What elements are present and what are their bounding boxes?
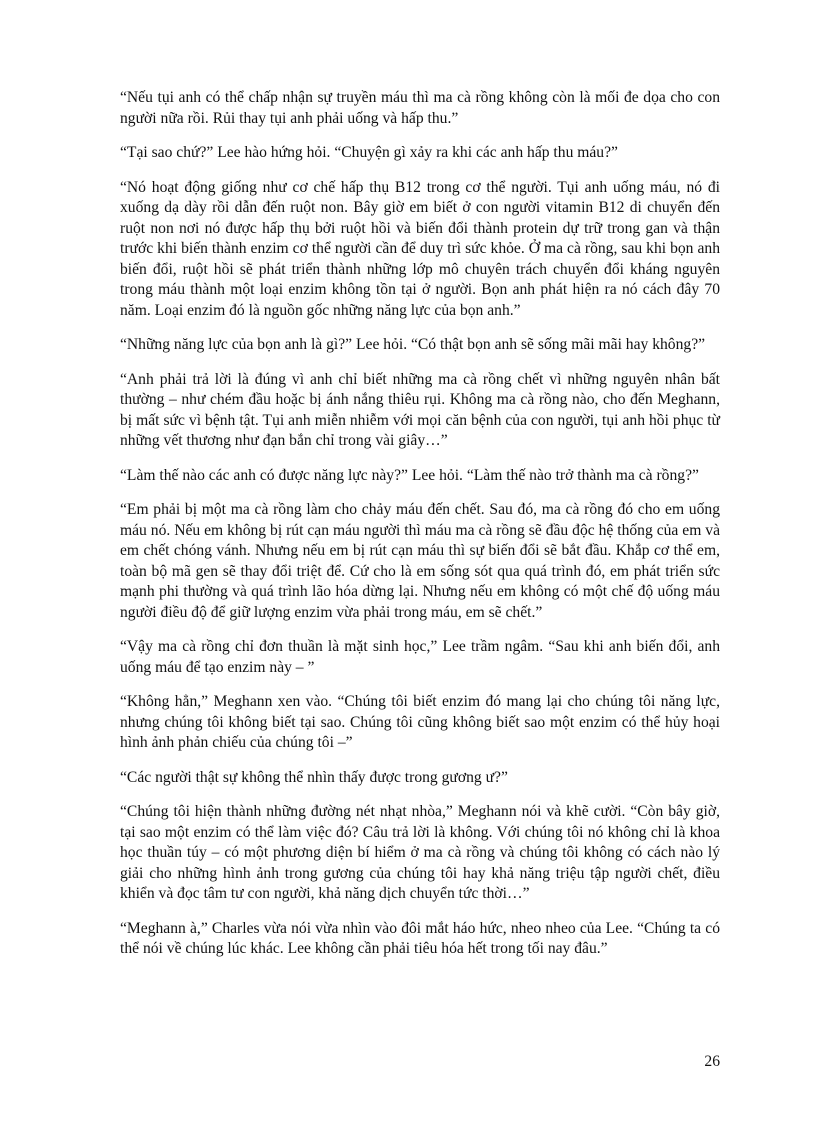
paragraph: “Anh phải trả lời là đúng vì anh chỉ biết những ma cà rồng chết vì những nguyên nhân bất thường – như chém đầu hoặc bị ánh nắng thiêu rụi. Không ma cà rồng nào, cho đến Meghann, bị mất sức vì bệnh tật. Tụi anh miễn nhiễm với mọi căn bệnh của con người, tụi anh hồi phục từ những vết thương như đạn bắn chỉ trong vài giây…” xyxy=(120,370,720,449)
paragraph: “Những năng lực của bọn anh là gì?” Lee hỏi. “Có thật bọn anh sẽ sống mãi mãi hay không?” xyxy=(120,336,706,353)
page-number: 26 xyxy=(704,1053,720,1070)
paragraph: “Nó hoạt động giống như cơ chế hấp thụ B12 trong cơ thể người. Tụi anh uống máu, nó đi xuống dạ dày rồi dẫn đến ruột non. Bây giờ em biết ở con người vitamin B12 di chuyển đến ruột non nơi nó được hấp thụ bởi ruột hồi và biến đổi thành protein dự trữ trong gan và thận trước khi biến thành enzim cơ thể người cần để duy trì sức khỏe. Ở ma cà rồng, sau khi bọn anh biến đổi, ruột hồi sẽ phát triển thành những lớp mô chuyên trách chuyển đổi kháng nguyên trong máu thành một loại enzim không tồn tại ở người. Bọn anh phát hiện ra nó cách đây 70 năm. Loại enzim đó là nguồn gốc những năng lực của bọn anh.” xyxy=(120,178,720,319)
paragraph: “Meghann à,” Charles vừa nói vừa nhìn vào đôi mắt háo hức, nheo nheo của Lee. “Chúng ta có thể nói về chúng lúc khác. Lee không cần phải tiêu hóa hết trong tối nay đâu.” xyxy=(120,919,720,957)
paragraph: “Không hẳn,” Meghann xen vào. “Chúng tôi biết enzim đó mang lại cho chúng tôi năng lực, nhưng chúng tôi không biết tại sao. Chúng tôi cũng không biết sao một enzim có thể hủy hoại hình ảnh phản chiếu của chúng tôi –” xyxy=(120,693,720,751)
paragraph: “Em phải bị một ma cà rồng làm cho chảy máu đến chết. Sau đó, ma cà rồng đó cho em uống máu nó. Nếu em không bị rút cạn máu người thì máu ma cà rồng sẽ đầu độc hệ thống của em và em chết chóng vánh. Nhưng nếu em bị rút cạn máu thì sự biến đổi sẽ bắt đầu. Khắp cơ thể em, toàn bộ mã gen sẽ thay đổi triệt để. Cứ cho là em sống sót qua quá trình đó, em phát triển sức mạnh phi thường và quá trình lão hóa dừng lại. Nhưng nếu em không có một chế độ uống máu người điều độ để giữ lượng enzim vừa phải trong máu, em sẽ chết.” xyxy=(120,501,720,621)
paragraph: “Làm thế nào các anh có được năng lực này?” Lee hỏi. “Làm thế nào trở thành ma cà rồng?” xyxy=(120,466,699,484)
body-text xyxy=(120,88,720,974)
paragraph: “Các người thật sự không thể nhìn thấy được trong gương ư?” xyxy=(120,768,508,786)
paragraph: “Tại sao chứ?” Lee hào hứng hỏi. “Chuyện gì xảy ra khi các anh hấp thu máu?” xyxy=(120,144,618,161)
paragraph: “Nếu tụi anh có thể chấp nhận sự truyền máu thì ma cà rồng không còn là mối đe dọa cho con người nữa rồi. Rủi thay tụi anh phải uống và hấp thu.” xyxy=(120,89,720,127)
paragraph: “Chúng tôi hiện thành những đường nét nhạt nhòa,” Meghann nói và khẽ cười. “Còn bây giờ, tại sao một enzim có thể làm việc đó? Câu trả lời là không. Với chúng tôi nó không chỉ là khoa học thuần túy – có một phương diện bí hiểm ở ma cà rồng và chúng tôi không có cách nào lý giải cho những hình ảnh trong gương của chúng tôi hay khả năng triệu tập người chết, điều khiển và đọc tâm tư con người, khả năng dịch chuyển tức thời…” xyxy=(120,803,720,902)
paragraph: “Vậy ma cà rồng chỉ đơn thuần là mặt sinh học,” Lee trầm ngâm. “Sau khi anh biến đổi, anh uống máu để tạo enzim này – ” xyxy=(120,638,720,676)
